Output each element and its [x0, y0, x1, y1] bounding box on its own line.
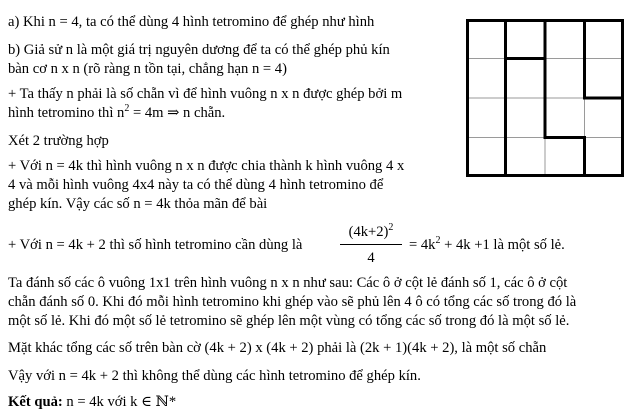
case1-line-1: + Với n = 4k thì hình vuông n x n được chia thành k hình vuông 4 x [8, 158, 405, 174]
result-label: Kết quả: [8, 394, 63, 410]
labeling-line-1: Ta đánh số các ô vuông 1x1 trên hình vuông n x n như sau: Các ô ở cột lẻ đánh số 1, các ô ở cột [8, 275, 568, 291]
tetromino-count-fraction [338, 222, 404, 268]
labeling-line-3: một số lẻ. Khi đó một số lẻ tetromino sẽ ghép lên một vùng có tổng các số trong đó là một số lẻ. [8, 313, 570, 329]
part-b-line-1: b) Giả sử n là một giá trị nguyên dương để ta có thể ghép phủ kín [8, 42, 390, 58]
even-reason-line-2: hình tetromino thì $n^2 = 4m$ ⇒ n chẵn. [8, 103, 226, 121]
part-a-text: a) Khi n = 4, ta có thể dùng 4 hình tetromino để ghép như hình [8, 14, 375, 30]
result-line [8, 392, 176, 412]
case1-line-2: 4 và mỗi hình vuông 4x4 này ta có thể dùng 4 hình tetromino để [8, 177, 384, 193]
cases-heading: Xét 2 trường hợp [8, 133, 109, 149]
board-sum-text: Mặt khác tổng các số trên bàn cờ (4k + 2) x (4k + 2) phải là (2k + 1)(4k + 2), là một số chẵn [8, 340, 547, 356]
fraction-denominator: 4 [367, 250, 375, 266]
fraction-bar [340, 244, 402, 245]
conclusion-text: Vậy với n = 4k + 2 thì không thể dùng các hình tetromino để ghép kín. [8, 368, 421, 384]
fraction-numerator: $(4k+2)^2$ [348, 222, 394, 240]
result-value: n = 4k với k ∈ ℕ* [62, 394, 177, 410]
part-b-line-2: bàn cơ n x n (rõ ràng n tồn tại, chẳng hạn n = 4) [8, 61, 287, 77]
case2-result: = $4k^2 + 4k +1$ là một số lẻ. [409, 235, 565, 253]
tetromino-tiling-figure [466, 19, 624, 177]
even-reason-line-1: + Ta thấy n phải là số chẵn vì để hình vuông n x n được ghép bởi m [8, 86, 403, 102]
case2-intro: + Với n = 4k + 2 thì số hình tetromino cần dùng là [8, 237, 303, 253]
labeling-line-2: chẵn đánh số 0. Khi đó mỗi hình tetromino khi ghép vào sẽ phủ lên 4 ô có tổng các số trong đó là [8, 294, 577, 310]
case1-line-3: ghép kín. Vậy các số n = 4k thỏa mãn để bài [8, 196, 268, 212]
